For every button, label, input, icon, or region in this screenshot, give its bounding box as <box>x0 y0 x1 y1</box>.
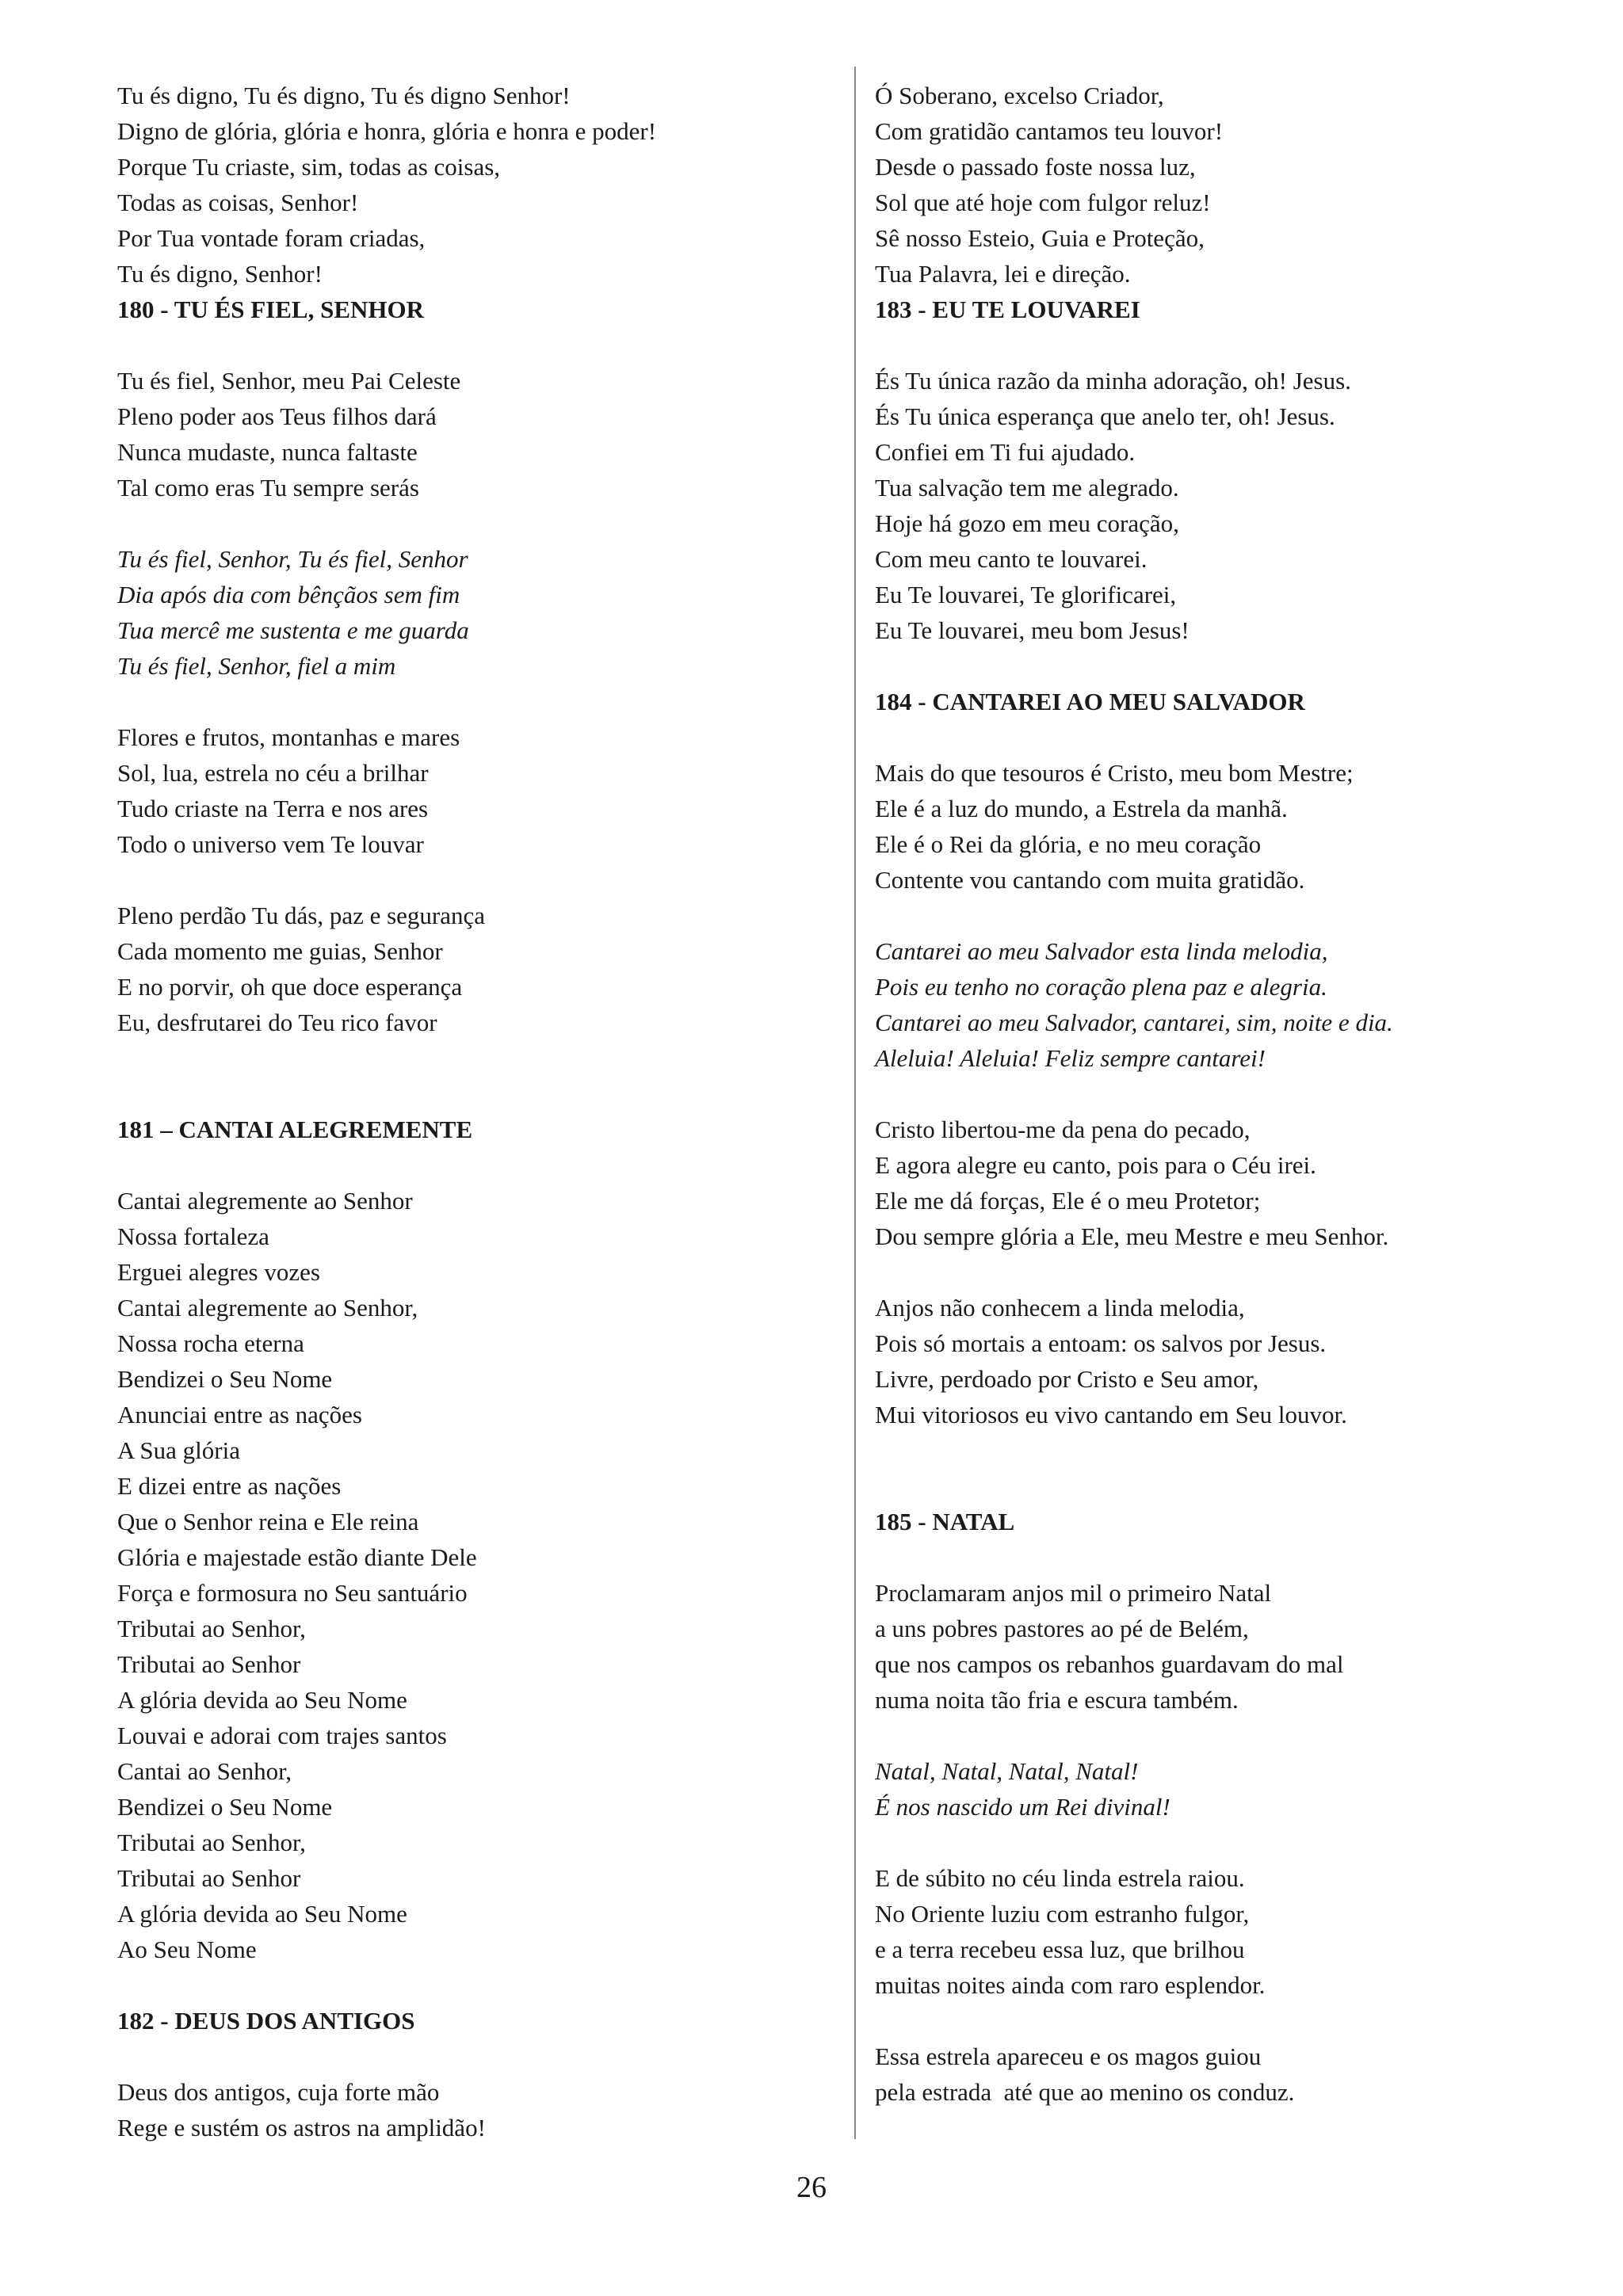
blank-line <box>875 1539 1572 1575</box>
hymn-title: 182 - DEUS DOS ANTIGOS <box>117 2007 415 2035</box>
lyric-line: Tua salvação tem me alegrado. <box>875 474 1179 502</box>
blank-line <box>875 2003 1572 2039</box>
lyric-line: A glória devida ao Seu Nome <box>117 1900 407 1928</box>
lyric-line: Bendizei o Seu Nome <box>117 1365 333 1393</box>
lyric-line: Tua Palavra, lei e direção. <box>875 260 1131 288</box>
lyric-line: E no porvir, oh que doce esperança <box>117 973 463 1001</box>
lyric-line: Mui vitoriosos eu vivo cantando em Seu louvor. <box>875 1401 1347 1428</box>
lyric-line: No Oriente luziu com estranho fulgor, <box>875 1900 1250 1928</box>
lyric-line: Essa estrela apareceu e os magos guiou <box>875 2042 1262 2070</box>
lyric-line: Digno de glória, glória e honra, glória e honra e poder! <box>117 117 657 145</box>
blank-line <box>117 505 831 541</box>
lyric-line: Cada momento me guias, Senhor <box>117 937 443 965</box>
blank-line <box>117 2039 831 2074</box>
lyric-line: Tributai ao Senhor, <box>117 1615 306 1642</box>
hymn-title: 181 – CANTAI ALEGREMENTE <box>117 1116 473 1143</box>
lyric-line: que nos campos os rebanhos guardavam do mal <box>875 1650 1344 1678</box>
lyric-line: Tu és fiel, Senhor, meu Pai Celeste <box>117 367 461 395</box>
left-text-column <box>117 78 831 2145</box>
lyric-line: Tributai ao Senhor, <box>117 1829 306 1856</box>
lyric-line: Tal como eras Tu sempre serás <box>117 474 419 502</box>
chorus-line: Cantarei ao meu Salvador esta linda melodia, <box>875 937 1328 965</box>
lyric-line: Cristo libertou-me da pena do pecado, <box>875 1116 1251 1143</box>
blank-line <box>117 327 831 363</box>
lyric-line: Proclamaram anjos mil o primeiro Natal <box>875 1579 1272 1607</box>
lyric-line: Eu, desfrutarei do Teu rico favor <box>117 1009 437 1036</box>
lyric-line: Tu és digno, Tu és digno, Tu és digno Senhor! <box>117 82 571 109</box>
blank-line <box>875 1254 1572 1290</box>
lyric-line: Todas as coisas, Senhor! <box>117 189 359 216</box>
blank-line <box>875 648 1572 684</box>
blank-line <box>875 898 1572 933</box>
chorus-line: Cantarei ao meu Salvador, cantarei, sim, noite e dia. <box>875 1009 1393 1036</box>
column-divider <box>854 67 856 2139</box>
lyric-line: Tu és digno, Senhor! <box>117 260 323 288</box>
chorus-line: Tu és fiel, Senhor, fiel a mim <box>117 652 396 680</box>
lyric-line: Força e formosura no Seu santuário <box>117 1579 468 1607</box>
lyric-line: Por Tua vontade foram criadas, <box>117 224 426 252</box>
blank-line <box>117 1076 831 1112</box>
lyric-line: És Tu única esperança que anelo ter, oh! Jesus. <box>875 402 1335 430</box>
blank-line <box>875 719 1572 755</box>
blank-line <box>117 862 831 898</box>
lyric-line: Mais do que tesouros é Cristo, meu bom Mestre; <box>875 759 1354 787</box>
lyric-line: Rege e sustém os astros na amplidão! <box>117 2114 486 2142</box>
blank-line <box>875 1468 1572 1504</box>
chorus-line: Pois eu tenho no coração plena paz e alegria. <box>875 973 1327 1001</box>
lyric-line: Cantai alegremente ao Senhor <box>117 1187 413 1215</box>
lyric-line: Sol que até hoje com fulgor reluz! <box>875 189 1211 216</box>
lyric-line: Ele é a luz do mundo, a Estrela da manhã. <box>875 795 1288 822</box>
lyric-line: Pleno perdão Tu dás, paz e segurança <box>117 902 486 929</box>
lyric-line: Hoje há gozo em meu coração, <box>875 509 1179 537</box>
lyric-line: Cantai ao Senhor, <box>117 1757 292 1785</box>
chorus-line: É nos nascido um Rei divinal! <box>875 1793 1170 1821</box>
lyric-line: Deus dos antigos, cuja forte mão <box>117 2078 440 2106</box>
lyric-line: Nossa fortaleza <box>117 1222 269 1250</box>
hymn-title: 184 - CANTAREI AO MEU SALVADOR <box>875 688 1305 715</box>
blank-line <box>117 1967 831 2003</box>
chorus-line: Aleluia! Aleluia! Feliz sempre cantarei! <box>875 1044 1266 1072</box>
lyric-line: Ó Soberano, excelso Criador, <box>875 82 1164 109</box>
lyric-line: Ele é o Rei da glória, e no meu coração <box>875 830 1262 858</box>
lyric-line: e a terra recebeu essa luz, que brilhou <box>875 1936 1245 1963</box>
lyric-line: Pleno poder aos Teus filhos dará <box>117 402 437 430</box>
lyric-line: Flores e frutos, montanhas e mares <box>117 723 460 751</box>
blank-line <box>117 684 831 719</box>
lyric-line: Desde o passado foste nossa luz, <box>875 153 1196 181</box>
lyric-line: a uns pobres pastores ao pé de Belém, <box>875 1615 1249 1642</box>
chorus-line: Tua mercê me sustenta e me guarda <box>117 616 469 644</box>
lyric-line: Sol, lua, estrela no céu a brilhar <box>117 759 429 787</box>
lyric-line: És Tu única razão da minha adoração, oh! Jesus. <box>875 367 1351 395</box>
lyric-line: numa noita tão fria e escura também. <box>875 1686 1239 1714</box>
blank-line <box>875 1432 1572 1468</box>
lyric-line: Ele me dá forças, Ele é o meu Protetor; <box>875 1187 1261 1215</box>
lyric-line: E agora alegre eu canto, pois para o Céu irei. <box>875 1151 1316 1179</box>
lyric-line: Ao Seu Nome <box>117 1936 257 1963</box>
lyric-line: Eu Te louvarei, meu bom Jesus! <box>875 616 1190 644</box>
lyric-line: E de súbito no céu linda estrela raiou. <box>875 1864 1245 1892</box>
lyric-line: Nossa rocha eterna <box>117 1329 304 1357</box>
hymn-title: 185 - NATAL <box>875 1508 1015 1535</box>
lyric-line: Tributai ao Senhor <box>117 1864 301 1892</box>
lyric-line: Erguei alegres vozes <box>117 1258 320 1286</box>
lyric-line: Cantai alegremente ao Senhor, <box>117 1294 418 1322</box>
lyric-line: Anunciai entre as nações <box>117 1401 363 1428</box>
blank-line <box>875 1076 1572 1112</box>
right-text-column <box>875 78 1572 2110</box>
lyric-line: Sê nosso Esteio, Guia e Proteção, <box>875 224 1205 252</box>
chorus-line: Dia após dia com bênçãos sem fim <box>117 581 460 608</box>
lyric-line: A glória devida ao Seu Nome <box>117 1686 407 1714</box>
lyric-line: pela estrada até que ao menino os conduz. <box>875 2078 1295 2106</box>
lyric-line: A Sua glória <box>117 1436 240 1464</box>
lyric-line: Livre, perdoado por Cristo e Seu amor, <box>875 1365 1259 1393</box>
lyric-line: Anjos não conhecem a linda melodia, <box>875 1294 1245 1322</box>
lyric-line: Eu Te louvarei, Te glorificarei, <box>875 581 1177 608</box>
lyric-line: Com meu canto te louvarei. <box>875 545 1148 573</box>
chorus-line: Natal, Natal, Natal, Natal! <box>875 1757 1139 1785</box>
blank-line <box>117 1147 831 1183</box>
lyric-line: Todo o universo vem Te louvar <box>117 830 424 858</box>
blank-line <box>117 1040 831 1076</box>
blank-line <box>875 1825 1572 1860</box>
lyric-line: Tudo criaste na Terra e nos ares <box>117 795 429 822</box>
lyric-line: Louvai e adorai com trajes santos <box>117 1722 447 1749</box>
lyric-line: Porque Tu criaste, sim, todas as coisas, <box>117 153 501 181</box>
hymn-title: 180 - TU ÉS FIEL, SENHOR <box>117 296 425 323</box>
lyric-line: Nunca mudaste, nunca faltaste <box>117 438 418 466</box>
hymn-title: 183 - EU TE LOUVAREI <box>875 296 1140 323</box>
lyric-line: E dizei entre as nações <box>117 1472 342 1500</box>
blank-line <box>875 327 1572 363</box>
lyric-line: Confiei em Ti fui ajudado. <box>875 438 1136 466</box>
lyric-line: Dou sempre glória a Ele, meu Mestre e meu Senhor. <box>875 1222 1389 1250</box>
lyric-line: Glória e majestade estão diante Dele <box>117 1543 477 1571</box>
chorus-line: Tu és fiel, Senhor, Tu és fiel, Senhor <box>117 545 468 573</box>
page-number: 26 <box>796 2171 827 2204</box>
lyric-line: muitas noites ainda com raro esplendor. <box>875 1971 1266 1999</box>
lyric-line: Com gratidão cantamos teu louvor! <box>875 117 1224 145</box>
lyric-line: Contente vou cantando com muita gratidão. <box>875 866 1305 894</box>
lyric-line: Que o Senhor reina e Ele reina <box>117 1508 419 1535</box>
lyric-line: Pois só mortais a entoam: os salvos por Jesus. <box>875 1329 1327 1357</box>
blank-line <box>875 1718 1572 1753</box>
lyric-line: Bendizei o Seu Nome <box>117 1793 333 1821</box>
lyric-line: Tributai ao Senhor <box>117 1650 301 1678</box>
